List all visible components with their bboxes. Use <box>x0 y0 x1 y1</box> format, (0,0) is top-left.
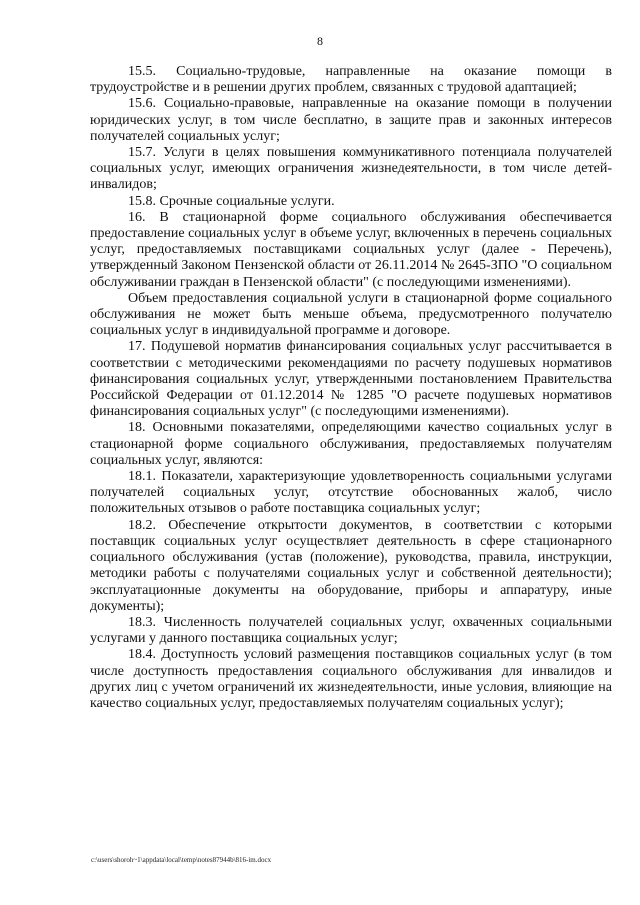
paragraph-16: 16. В стационарной форме социального обслуживания обеспечивается предоставление социальных услуг в объеме услуг, включенных в перечень социальных услуг, предоставляемых поставщиками социальных услуг (далее - Перечень), утвержденный Законом Пензенской области от 26.11.2014 № 2645-ЗПО "О социальном обслуживании граждан в Пензенской области" (с последующими изменениями). <box>90 209 612 290</box>
paragraph-15-7: 15.7. Услуги в целях повышения коммуникативного потенциала получателей социальных услуг, имеющих ограничения жизнедеятельности, в том числе детей-инвалидов; <box>90 145 612 193</box>
paragraph-18-4: 18.4. Доступность условий размещения поставщиков социальных услуг (в том числе доступность предоставления социального обслуживания для инвалидов и других лиц с учетом ограничений их жизнедеятельности, иные условия, влияющие на качество социальных услуг, предоставляемых получателям социальных услуг); <box>90 647 612 711</box>
paragraph-18-3: 18.3. Численность получателей социальных услуг, охваченных социальными услугами у данного поставщика социальных услуг; <box>90 614 612 647</box>
paragraph-16-volume: Объем предоставления социальной услуги в стационарной форме социального обслуживания не может быть меньше объема, предусмотренного получателю социальных услуг в индивидуальной программе и договоре. <box>90 290 612 339</box>
paragraph-18-1: 18.1. Показатели, характеризующие удовлетворенность социальными услугами получателей социальных услуг, отсутствие обоснованных жалоб, число положительных отзывов о работе поставщика социальных услуг; <box>90 469 612 517</box>
document-body <box>90 64 612 712</box>
footer-file-path: c:\users\shoroh~1\appdata\local\temp\notes87944b\816-im.docx <box>91 856 272 864</box>
paragraph-15-8: 15.8. Срочные социальные услуги. <box>128 193 335 209</box>
paragraph-18: 18. Основными показателями, определяющими качество социальных услуг в стационарной форме социального обслуживания, предоставляемых получателям социальных услуг, являются: <box>90 420 612 468</box>
paragraph-17: 17. Подушевой норматив финансирования социальных услуг рассчитывается в соответствии с методическими рекомендациями по расчету подушевых нормативов финансирования социальных услуг, утвержденными постановлением Правительства Российской Федерации от 01.12.2014 № 1285 "О расчете подушевых нормативов финансирования социальных услуг" (с последующими изменениями). <box>90 339 612 420</box>
page-number: 8 <box>317 34 323 48</box>
paragraph-15-6: 15.6. Социально-правовые, направленные на оказание помощи в получении юридических услуг, в том числе бесплатно, в защите прав и законных интересов получателей социальных услуг; <box>90 96 612 144</box>
paragraph-15-5: 15.5. Социально-трудовые, направленные на оказание помощи в трудоустройстве и в решении других проблем, связанных с трудовой адаптацией; <box>90 64 612 96</box>
paragraph-18-2: 18.2. Обеспечение открытости документов, в соответствии с которыми поставщик социальных услуг осуществляет деятельность в сфере стационарного социального обслуживания (устав (положение), руководства, правила, инструкции, методики работы с получателями социальных услуг и собственной деятельности); эксплуатационные документы на оборудование, приборы и аппаратуру, иные документы); <box>90 517 612 614</box>
